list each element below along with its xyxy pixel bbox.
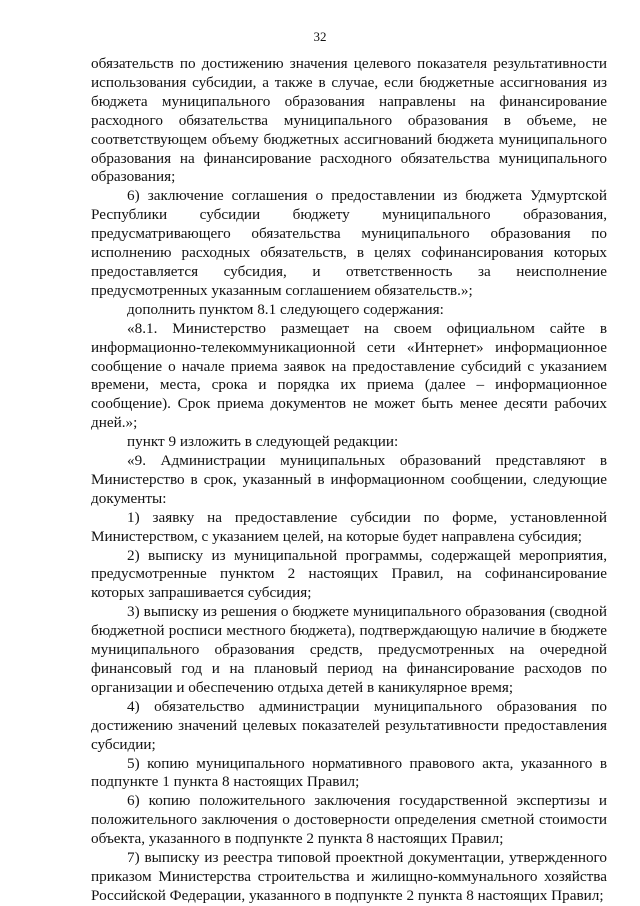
page-number: 32 (313, 29, 327, 44)
paragraph-point-9-intro: пункт 9 изложить в следующей редакции: (127, 433, 399, 451)
list-item-1: 1) заявку на предоставление субсидии по форме, установленной Министерством, с указанием целей, на которые будет направлена субсидия; (91, 508, 607, 545)
document-body (91, 55, 607, 906)
list-item-2: 2) выписку из муниципальной программы, содержащей мероприятия, предусмотренные пунктом 2 настоящих Правил, на софинансирование которых запрашивается субсидия; (91, 546, 607, 602)
paragraph-continuation: обязательств по достижению значения целевого показателя результативности использования субсидии, а также в случае, если бюджетные ассигнования из бюджета муниципального образования направлены на финансирование расходного обязательства муниципального образования в объеме, не соответствующем объему бюджетных ассигнований бюджета муниципального образования на финансирование расходного обязательства муниципального образования; (91, 55, 607, 186)
list-item-5: 5) копию муниципального нормативного правового акта, указанного в подпункте 1 пункта 8 настоящих Правил; (91, 754, 607, 791)
paragraph-8-1: «8.1. Министерство размещает на своем официальном сайте в информационно-телекоммуникационной сети «Интернет» информационное сообщение о начале приема заявок на предоставление субсидий с указанием времени, места, срока и порядка их приема (далее – информационное сообщение). Срок приема документов не может быть менее десяти рабочих дней.»; (91, 319, 607, 432)
list-item-4: 4) обязательство администрации муниципального образования по достижению значений целевых показателей результативности предоставления субсидии; (91, 697, 607, 753)
list-item-7: 7) выписку из реестра типовой проектной документации, утвержденного приказом Министерства строительства и жилищно-коммунального хозяйства Российской Федерации, указанного в подпункте 2 пункта 8 настоящих Правил; (91, 849, 607, 904)
paragraph-add-8-1: дополнить пунктом 8.1 следующего содержания: (127, 300, 444, 318)
paragraph-item-6: 6) заключение соглашения о предоставлении из бюджета Удмуртской Республики субсидии бюджету муниципального образования, предусматривающего обязательства муниципального образования по исполнению расходных обязательств, в целях софинансирования которых предоставляется субсидия, и ответственность за неисполнение предусмотренных указанным соглашением обязательств.»; (91, 187, 607, 299)
paragraph-9: «9. Администрации муниципальных образований представляют в Министерство в срок, указанный в информационном сообщении, следующие документы: (91, 452, 607, 507)
list-item-6: 6) копию положительного заключения государственной экспертизы и положительного заключения о достоверности определения сметной стоимости объекта, указанного в подпункте 2 пункта 8 настоящих Правил; (91, 792, 607, 848)
list-item-3: 3) выписку из решения о бюджете муниципального образования (сводной бюджетной росписи местного бюджета), подтверждающую наличие в бюджете муниципального образования средств, предусмотренных на очередной финансовый год и на плановый период на финансирование расходов по организации и обеспечению отдыха детей в каникулярное время; (91, 603, 607, 696)
